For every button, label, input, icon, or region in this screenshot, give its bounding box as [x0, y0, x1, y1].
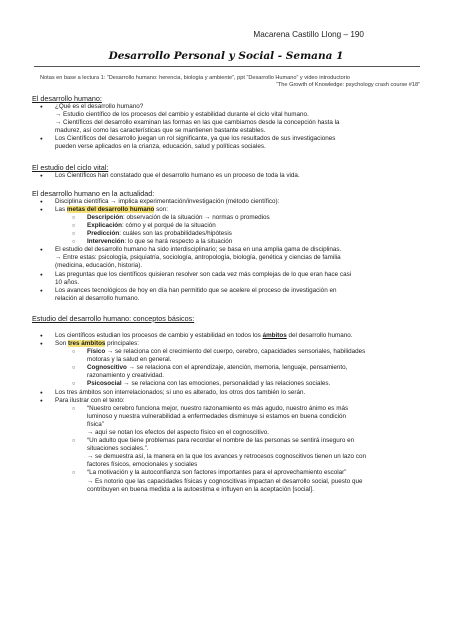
sub-list-item: ○ “La motivación y la autoconfianza son factores importantes para el aprovechamiento escolar”	[32, 469, 424, 477]
list-item-continuation: → Estudio científico de los procesos del cambio y estabilidad durante el ciclo vital humano.	[55, 111, 309, 119]
list-item-continuation: (medicina, educación, historia).	[55, 262, 143, 270]
section-list	[32, 172, 424, 180]
section-heading-actualidad: El desarrollo humano en la actualidad:	[32, 188, 155, 198]
highlight-metas: metas del desarrollo humano	[66, 205, 155, 213]
list-item: ● Los tres ámbitos son interrelacionados; si uno es alterado, los otros dos también lo serán.	[32, 389, 424, 397]
list-item: ● ¿Qué es el desarrollo humano?	[32, 103, 424, 111]
sub-list-item: ○ Físico → se relaciona con el crecimiento del cuerpo, cerebro, capacidades sensoriales, habilidades	[32, 348, 424, 356]
sub-list-item-continuation: situaciones sociales.”.	[87, 445, 149, 453]
list-item: ● Los avances tecnológicos de hoy en día han permitido que se acelere el proceso de investigación en	[32, 287, 424, 295]
list-item: ● Los Científicos han constatado que el desarrollo humano es un proceso de toda la vida.	[32, 172, 424, 180]
list-item-continuation: pueden verse aplicados en la crianza, educación, salud y políticas sociales.	[55, 143, 266, 151]
sub-list-item: ○ “Un adulto que tiene problemas para recordar el nombre de las personas se sentirá inseguro en	[32, 437, 424, 445]
source-notes	[40, 75, 420, 90]
list-item: ● Las preguntas que los científicos quisieran resolver son cada vez más complejas de lo que eran hace casi	[32, 271, 424, 279]
sub-list-item-continuation: contribuyen en buena medida a la autoestima e influyen en la aceptación [social].	[87, 485, 314, 493]
list-item: ● El estudio del desarrollo humano ha sido interdisciplinario; se basa en una amplia gama de disciplinas.	[32, 246, 424, 254]
list-item: ● Para ilustrar con el texto:	[32, 397, 424, 405]
document-title: Desarrollo Personal y Social - Semana 1	[108, 50, 344, 62]
list-item-continuation: → Científicos del desarrollo examinan las formas en las que cambiamos desde la concepción hasta la	[55, 119, 340, 127]
document-body	[32, 94, 424, 494]
sub-list-item-continuation: → Es notorio que las capacidades físicas y cognoscitivas impactan el desarrollo social, puesto que	[87, 477, 363, 485]
list-item-continuation: 10 años.	[55, 278, 80, 286]
sub-list-item: ○ Intervención: lo que se hará respecto a la situación	[32, 238, 424, 246]
list-item: ● Las metas del desarrollo humano son:	[32, 206, 424, 214]
title-divider	[34, 66, 420, 67]
sub-list-item: ○ “Nuestro cerebro funciona mejor, nuestro razonamiento es más agudo, nuestro ánimo es más	[32, 405, 424, 413]
sub-list-item-continuation: motoras y la salud en general.	[87, 356, 172, 364]
list-item-continuation: relación al desarrollo humano.	[55, 294, 140, 302]
list-item: ● Los Científicos del desarrollo juegan un rol significante, ya que los resultados de sus investigaciones	[32, 135, 424, 143]
section-heading-conceptos-basicos: Estudio del desarrollo humano: conceptos básicos:	[32, 313, 195, 323]
keyword-ambitos: ámbitos	[262, 331, 287, 339]
list-item-continuation: madurez, así como las características que se mantienen bastante estables.	[55, 127, 266, 135]
sub-list-item-continuation: razonamiento y creatividad.	[87, 372, 165, 380]
sub-list-item: ○ Cognoscitivo → se relaciona con el aprendizaje, atención, memoria, lenguaje, pensamiento,	[32, 364, 424, 372]
notes-line-2: “The Growth of Knowledge: psychology crash course #18”	[276, 82, 420, 89]
list-item: ● Son tres ámbitos principales:	[32, 340, 424, 348]
list-item: ● Disciplina científica → implica experimentación/investigación (método científico):	[32, 198, 424, 206]
section-list	[32, 198, 424, 303]
sub-list-item-continuation: luminoso y nuestra vulnerabilidad a enfermedades disminuye si estamos en buena condición	[87, 412, 347, 420]
author-line: Macarena Castillo Llong – 190	[253, 30, 364, 39]
sub-list-item-continuation: física”	[87, 420, 104, 428]
sub-list-item: ○ Psicosocial → se relaciona con las emociones, personalidad y las relaciones sociales.	[32, 380, 424, 388]
sub-list-item-continuation: factores físicos, emocionales y sociales	[87, 461, 198, 469]
section-list	[32, 103, 424, 152]
sub-list-item-continuation: → aquí se notan los efectos del aspecto físico en el cognoscitivo.	[87, 429, 270, 436]
highlight-tres-ambitos: tres ámbitos	[67, 339, 106, 347]
notes-line-1: Notas en base a lectura 1: “Desarrollo humano: herencia, biología y ambiente”, ppt “Desarrollo Humano” y video introductorio	[40, 75, 350, 81]
list-item: ● Los científicos estudian los procesos de cambio y estabilidad en todos los ámbitos del desarrollo humano.	[32, 332, 424, 340]
sub-list-item: ○ Predicción: cuáles son las probabilidades/hipótesis	[32, 230, 424, 238]
sub-list-item: ○ Descripción: observación de la situación → normas o promedios	[32, 214, 424, 222]
section-heading-ciclo-vital: El estudio del ciclo vital:	[32, 162, 109, 172]
list-item-continuation: → Entre estas: psicología, psiquiatría, sociología, antropología, biología, genética y ciencias de familia	[55, 254, 341, 262]
sub-list-item-continuation: → se demuestra así, la manera en la que los avances y retrocesos cognoscitivos tienen un lazo con	[87, 453, 366, 461]
section-list	[32, 332, 424, 494]
section-heading-desarrollo-humano: El desarrollo humano:	[32, 94, 102, 103]
sub-list-item: ○ Explicación: cómo y el porqué de la situación	[32, 222, 424, 230]
